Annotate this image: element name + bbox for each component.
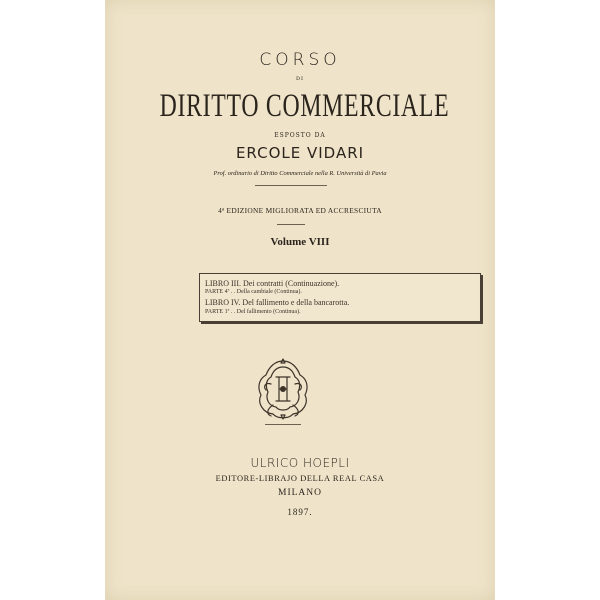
divider-rule	[265, 424, 301, 425]
divider-rule	[255, 185, 327, 186]
divider-rule	[277, 224, 305, 225]
byline: ESPOSTO DA	[274, 132, 326, 139]
contents-entry: PARTE 4ª . . Della cambiale (Continua).	[205, 289, 302, 295]
contents-box	[199, 273, 481, 322]
title-page	[105, 0, 495, 600]
series-title: CORSO	[259, 50, 341, 70]
publisher-name: ULRICO HOEPLI	[250, 456, 350, 470]
author-name: ERCOLE VIDARI	[235, 144, 365, 162]
edition-note: 4ª EDIZIONE MIGLIORATA ED ACCRESCIUTA	[218, 206, 382, 215]
publisher-mark-icon	[255, 357, 311, 421]
publication-city: MILANO	[278, 488, 322, 498]
publication-year: 1897.	[287, 507, 313, 517]
author-affiliation: Prof. ordinario di Diritto Commerciale nella R. Università di Pavia	[213, 170, 387, 177]
publisher-role: EDITORE-LIBRAJO DELLA REAL CASA	[215, 474, 385, 483]
book-title: DIRITTO COMMERCIALE	[159, 88, 450, 124]
contents-entry: PARTE 1ª . . Del fallimento (Continua).	[205, 309, 301, 315]
contents-entry: LIBRO IV. Del fallimento e della bancarotta.	[205, 298, 350, 307]
contents-entry: LIBRO III. Dei contratti (Continuazione).	[205, 279, 340, 288]
volume-label: Volume VIII	[270, 236, 330, 248]
title-connector: DI	[296, 76, 304, 82]
